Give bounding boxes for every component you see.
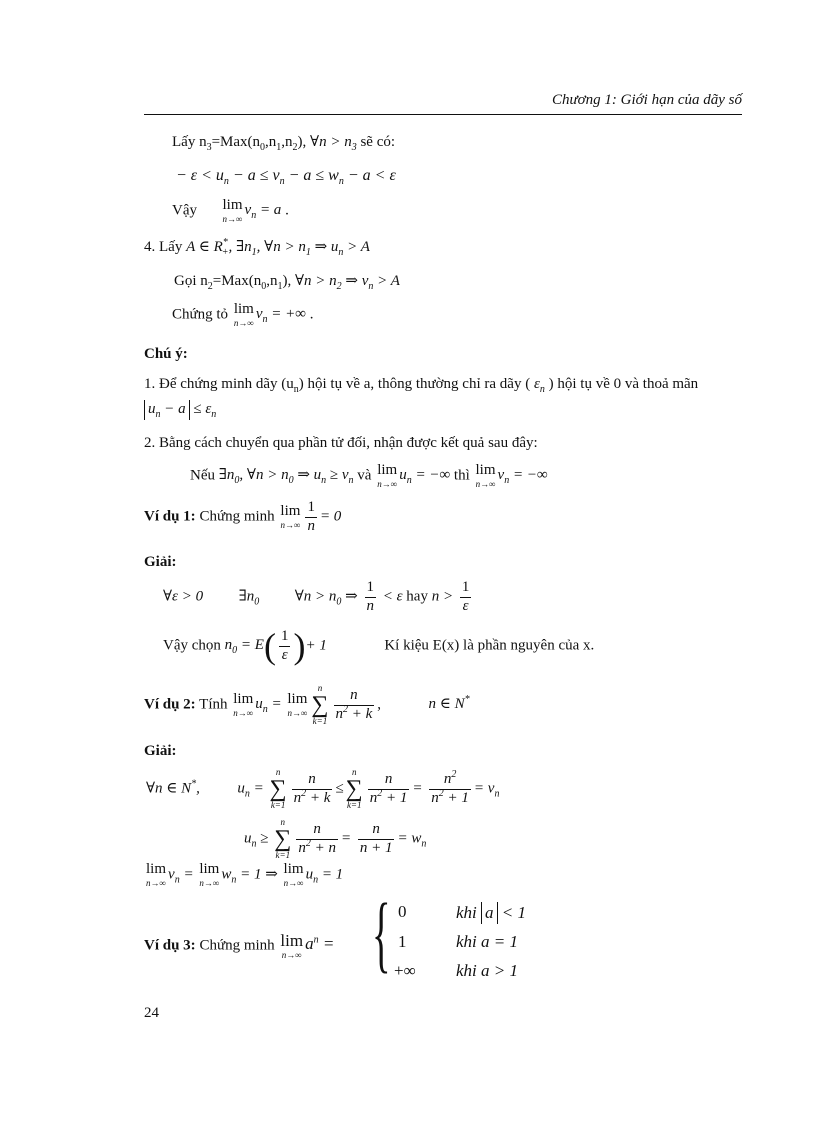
solution-2-lower: $u_n$ ≥ n ∑ k=1 $\frac{n}{n^2 + n}$ = $\frac{n}{n + 1}$ = $w_n$	[244, 817, 427, 860]
note-2-statement: Nếu $\exists n_0$, ∀n > $n_0$ ⇒ $u_n \ge v_n$ và lim n→∞ $u_n$ = −∞ thì lim n→∞ $v_n$ = −∞	[190, 462, 548, 489]
item-4: 4. Lấy A ∈ $R^*_+$, $\exists n_1$, ∀n > $n_1$ ⇒ $u_n > A$	[144, 237, 370, 258]
solution-2-conclusion: lim n→∞ $v_n$ = lim n→∞ $w_n = 1$ ⇒ lim n→∞ $u_n = 1$	[146, 861, 344, 888]
chapter-header: Chương 1: Giới hạn của dãy số	[551, 92, 742, 108]
line-max-n3: Lấy $n_3=Max(n_0,n_1,n_2)$, ∀n > $n_3$ sẽ có:	[172, 134, 396, 153]
solution-1-line: ∀ε > 0 $\exists n_0$ ∀n > $n_0$ ⇒ $\frac{1}{n}$ < ε hay n > $\frac{1}{\varepsilon}$	[163, 579, 470, 614]
note-1-inequality: $u_n - a \le \varepsilon_n$	[144, 400, 216, 420]
example-3: Ví dụ 3: Chứng minh lim n→∞ $a^n$ =	[144, 931, 335, 960]
example-1: Ví dụ 1: Chứng minh lim n→∞ $\frac{1}{n}$ = 0	[144, 499, 342, 534]
solution-2-upper: ∀n ∈ N*, $u_n$ = n ∑ k=1 $\frac{n}{n^2 + k}$ ≤ n ∑ k=1 $\frac{n}{n^2 + 1}$ = $\frac{n^2}{n^2 + 1}$ = $v_n$	[146, 767, 500, 810]
note-heading: Chú ý:	[144, 346, 188, 362]
solution-2-heading: Giải:	[144, 743, 177, 759]
page-number: 24	[144, 1005, 159, 1021]
case-row-3: +∞ khi a > 1	[394, 961, 519, 980]
line-chung-to: Chứng tỏ lim n→∞ $v_n$ = +∞ .	[172, 301, 314, 328]
inequality-chain: − $\varepsilon < u_n - a \le v_n - a \le w_n - a < \varepsilon$	[176, 167, 396, 188]
case-row-1: 0 khi a < 1	[398, 902, 407, 922]
line-goi-n2: Gọi $n_2=Max(n_0,n_1)$, ∀n > $n_2$ ⇒ $v_n > A$	[174, 273, 400, 292]
solution-1-heading: Giải:	[144, 554, 177, 570]
cases-brace: {	[372, 885, 391, 981]
case-row-2: 1 khi a = 1	[398, 932, 519, 951]
solution-1-choice: Vậy chọn $n_0 = E$( $\frac{1}{\varepsilon}$ )+ 1 Kí kiệu E(x) là phần nguyên của x.	[163, 626, 595, 666]
note-1: 1. Để chứng minh dãy $(u_n)$ hội tụ về a, thông thường chỉ ra dãy ( $\varepsilon_n$ ) hội tụ về 0 và thoả mãn	[144, 376, 699, 395]
header-rule	[144, 114, 742, 115]
conclusion-limit-a: Vậy lim n→∞ $v_n = a$ .	[172, 197, 289, 224]
note-2: 2. Bằng cách chuyển qua phần tử đối, nhận được kết quả sau đây:	[144, 435, 538, 451]
example-2: Ví dụ 2: Tính lim n→∞ $u_n$ = lim n→∞ n ∑ k=1 $\frac{n}{n^2 + k}$ , n ∈ N*	[144, 683, 470, 726]
